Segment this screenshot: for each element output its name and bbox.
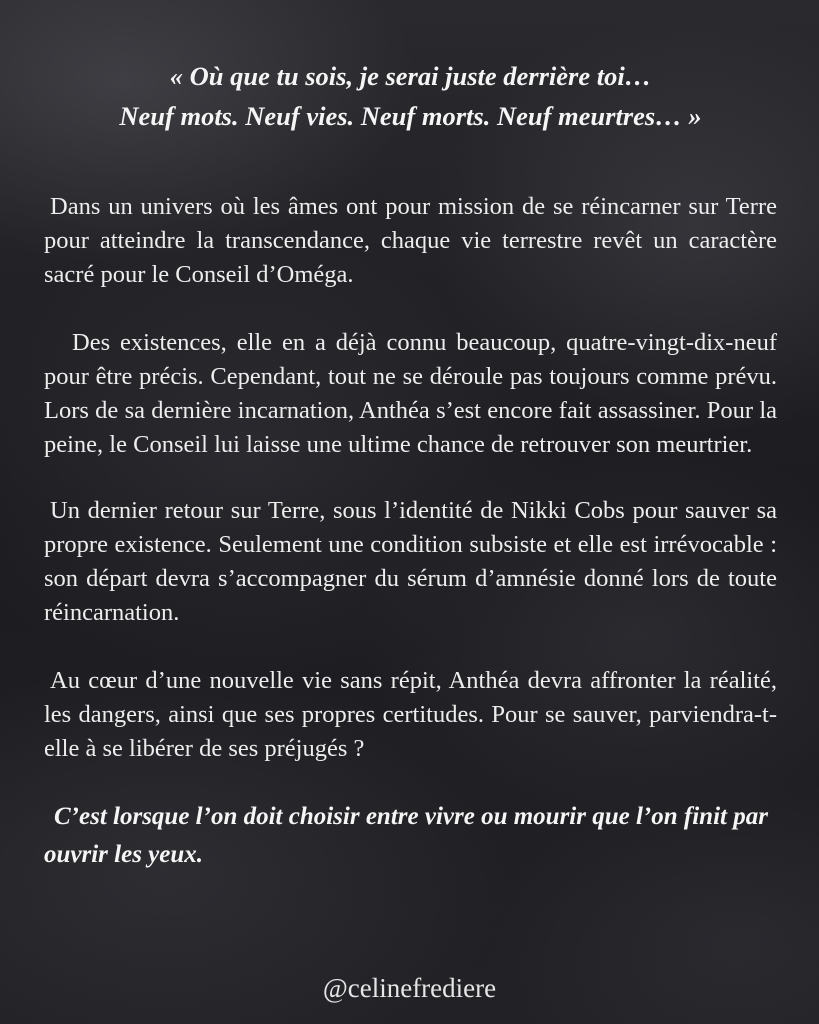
author-handle: @celinefrediere	[322, 973, 497, 1003]
tagline	[44, 56, 777, 136]
synopsis-paragraph-1: Dans un univers où les âmes ont pour mission de se réincarner sur Terre pour atteindre la transcendance, chaque vie terrestre revêt un caractère sacré pour le Conseil d’Oméga.	[44, 193, 777, 288]
back-cover-text	[44, 56, 777, 899]
closing-quote: C’est lorsque l’on doit choisir entre vivre ou mourir que l’on finit par ouvrir les yeux.	[44, 803, 768, 868]
tagline-line-1: « Où que tu sois, je serai juste derrière toi…	[169, 61, 652, 91]
tagline-line-2: Neuf mots. Neuf vies. Neuf morts. Neuf meurtres… »	[119, 101, 702, 131]
synopsis-paragraph-4: Au cœur d’une nouvelle vie sans répit, Anthéa devra affronter la réalité, les dangers, ainsi que ses propres certitudes. Pour se sauver, parviendra-t-elle à se libérer de ses préjugés ?	[44, 667, 777, 762]
synopsis-paragraph-2: Des existences, elle en a déjà connu beaucoup, quatre-vingt-dix-neuf pour être précis. Cependant, tout ne se déroule pas toujours comme prévu. Lors de sa dernière incarnation, Anthéa s’est encore fait assassiner. Pour la peine, le Conseil lui laisse une ultime chance de retrouver son meurtrier.	[44, 329, 777, 458]
synopsis-paragraph-3: Un dernier retour sur Terre, sous l’identité de Nikki Cobs pour sauver sa propre existence. Seulement une condition subsiste et elle est irrévocable : son départ devra s’accompagner du sérum d’amnésie donné lors de toute réincarnation.	[44, 497, 777, 626]
